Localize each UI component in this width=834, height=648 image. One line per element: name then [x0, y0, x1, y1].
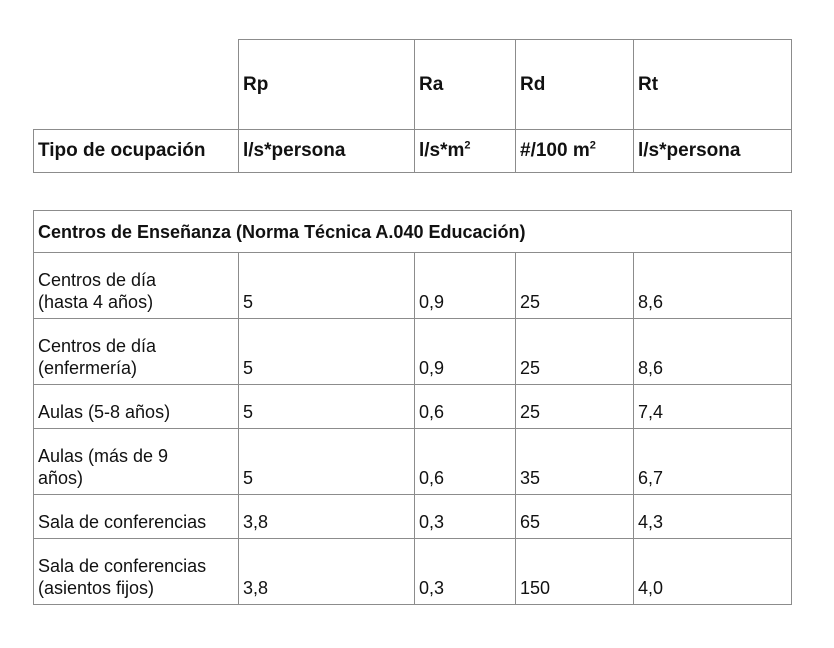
occupancy-name-line2: (asientos fijos) [38, 578, 155, 598]
value-ra: 0,6 [415, 429, 516, 495]
value-ra: 0,9 [415, 253, 516, 319]
occupancy-name: Sala de conferencias [34, 495, 239, 539]
value-rd: 65 [516, 495, 634, 539]
unit-ra-text: l/s*m [419, 140, 465, 161]
occupancy-name-line2: años) [38, 468, 84, 488]
value-rd: 35 [516, 429, 634, 495]
table-row [34, 429, 792, 495]
unit-rt-text: l/s*persona [638, 140, 741, 161]
value-rt: 4,3 [634, 495, 792, 539]
data-table [33, 210, 792, 605]
value-rp: 3,8 [239, 495, 415, 539]
value-rt: 6,7 [634, 429, 792, 495]
unit-rd [516, 130, 634, 173]
column-header-rd: Rd [516, 40, 634, 130]
table-row [34, 253, 792, 319]
value-rt: 7,4 [634, 385, 792, 429]
occupancy-name-line1: Sala de conferencias [38, 556, 207, 576]
value-ra: 0,9 [415, 319, 516, 385]
value-rd: 150 [516, 539, 634, 605]
occupancy-name-line2: (hasta 4 años) [38, 292, 154, 312]
occupancy-name: Aulas (5-8 años) [34, 385, 239, 429]
value-rt: 8,6 [634, 253, 792, 319]
column-header-rp: Rp [239, 40, 415, 130]
value-rp: 3,8 [239, 539, 415, 605]
occupancy-name-line1: Centros de día [38, 336, 157, 356]
value-rt: 4,0 [634, 539, 792, 605]
occupancy-name-line2: (enfermería) [38, 358, 138, 378]
value-rt: 8,6 [634, 319, 792, 385]
occupancy-name [34, 429, 239, 495]
unit-rp-text: l/s*persona [243, 140, 346, 161]
unit-rd-text: #/100 m [520, 140, 590, 161]
value-rp: 5 [239, 429, 415, 495]
occupancy-name [34, 253, 239, 319]
column-header-rt: Rt [634, 40, 792, 130]
value-ra: 0,6 [415, 385, 516, 429]
value-ra: 0,3 [415, 495, 516, 539]
occupancy-name [34, 539, 239, 605]
unit-ra [415, 130, 516, 173]
section-header-row [34, 211, 792, 253]
table-row [34, 319, 792, 385]
value-rd: 25 [516, 253, 634, 319]
value-rd: 25 [516, 319, 634, 385]
unit-rd-exponent: 2 [589, 139, 596, 152]
occupancy-name-line1: Centros de día [38, 270, 157, 290]
value-rp: 5 [239, 385, 415, 429]
units-row-label: Tipo de ocupación [34, 130, 239, 173]
value-ra: 0,3 [415, 539, 516, 605]
header-table [33, 39, 792, 173]
table-row [34, 539, 792, 605]
unit-rt [634, 130, 792, 173]
value-rd: 25 [516, 385, 634, 429]
column-header-row [34, 40, 792, 130]
value-rp: 5 [239, 319, 415, 385]
occupancy-name-line1: Aulas (más de 9 [38, 446, 169, 466]
column-header-ra: Ra [415, 40, 516, 130]
unit-rp [239, 130, 415, 173]
section-title: Centros de Enseñanza (Norma Técnica A.040 Educación) [34, 211, 792, 253]
unit-ra-exponent: 2 [464, 139, 471, 152]
table-row [34, 495, 792, 539]
table-row [34, 385, 792, 429]
empty-corner-cell [34, 40, 239, 130]
value-rp: 5 [239, 253, 415, 319]
units-row [34, 130, 792, 173]
occupancy-name [34, 319, 239, 385]
